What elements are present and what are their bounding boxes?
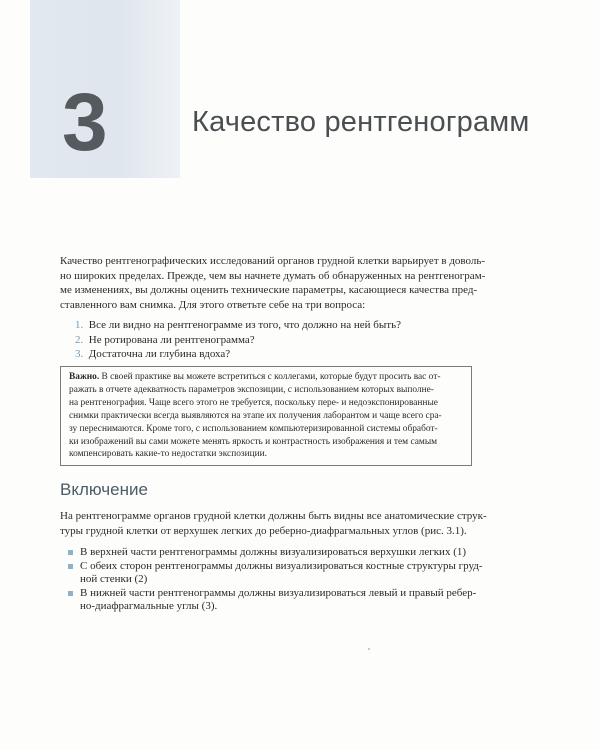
bullet-line: В нижней части рентгенограммы должны визуализироваться левый и правый ребер- xyxy=(80,586,477,599)
question-number: 3. xyxy=(75,348,84,361)
square-bullet-icon xyxy=(68,550,73,555)
square-bullet-icon xyxy=(68,564,73,569)
question-number: 2. xyxy=(75,333,84,346)
bullet-line: ной стенки (2) xyxy=(80,573,148,586)
chapter-title: Качество рентгенограмм xyxy=(192,106,530,138)
note-line: зу переснимаются. Кроме того, с использованием компьютеризированной системы обработ- xyxy=(69,423,438,434)
important-note-box xyxy=(60,366,472,466)
question-text: Не ротирована ли рентгенограмма? xyxy=(88,333,255,346)
note-line: на рентгенография. Чаще всего этого не требуется, поскольку пере- и недоэкспонированные xyxy=(69,397,438,408)
section-heading: Включение xyxy=(60,480,148,499)
intro-line: ме изменениях, вы должны оценить технические параметры, касающиеся качества пред- xyxy=(60,284,478,297)
section-line: На рентгенограмме органов грудной клетки должны быть видны все анатомические струк- xyxy=(60,510,487,522)
note-label: Важно. xyxy=(69,372,100,382)
intro-line: но широких пределах. Прежде, чем вы начнете думать об обнаруженных на рентгенограм- xyxy=(60,269,486,282)
intro-paragraph xyxy=(60,254,486,312)
list-item xyxy=(68,586,477,614)
section-line: туры грудной клетки от верхушек легких до реберно-диафрагмальных углов (рис. 3.1). xyxy=(60,524,467,537)
question-text: Достаточна ли глубина вдоха? xyxy=(88,348,231,361)
square-bullet-icon xyxy=(68,591,73,596)
note-line: ки изображений вы сами можете менять яркость и контрастность изображения и тем самым xyxy=(69,436,438,447)
section-paragraph xyxy=(60,509,487,538)
list-item xyxy=(68,546,468,560)
list-item xyxy=(75,318,465,333)
intro-line: Качество рентгенографических исследований органов грудной клетки варьирует в доволь- xyxy=(60,255,486,267)
note-line: снимки практически всегда выявляются на этапе их получения лаборантом и чаще всего сра- xyxy=(69,410,442,421)
scan-speck xyxy=(368,648,370,650)
bullet-line: В верхней части рентгенограммы должны визуализироваться верхушки легких (1) xyxy=(80,546,467,558)
intro-line: ставленного вам снимка. Для этого ответьте себе на три вопроса: xyxy=(60,298,366,311)
chapter-number: 3 xyxy=(62,77,108,168)
note-text: В своей практике вы можете встретиться с коллегами, которые будут просить вас от- xyxy=(99,372,441,382)
question-number: 1. xyxy=(75,319,84,331)
list-item xyxy=(75,347,465,362)
note-line: ражать в отчете адекватность параметров экспозиции, с использованием которых выполне- xyxy=(69,384,434,395)
note-line xyxy=(69,371,463,384)
list-item xyxy=(68,559,483,587)
bullet-list xyxy=(68,546,483,614)
bullet-line: но-диафрагмальные углы (3). xyxy=(80,600,218,613)
question-list xyxy=(75,318,465,362)
note-line: компенсировать какие-то недостатки экспозиции. xyxy=(69,449,268,460)
list-item xyxy=(75,333,465,348)
question-text: Все ли видно на рентгенограмме из того, что должно на ней быть? xyxy=(88,319,401,331)
bullet-line: С обеих сторон рентгенограммы должны визуализироваться костные структуры груд- xyxy=(80,559,483,572)
